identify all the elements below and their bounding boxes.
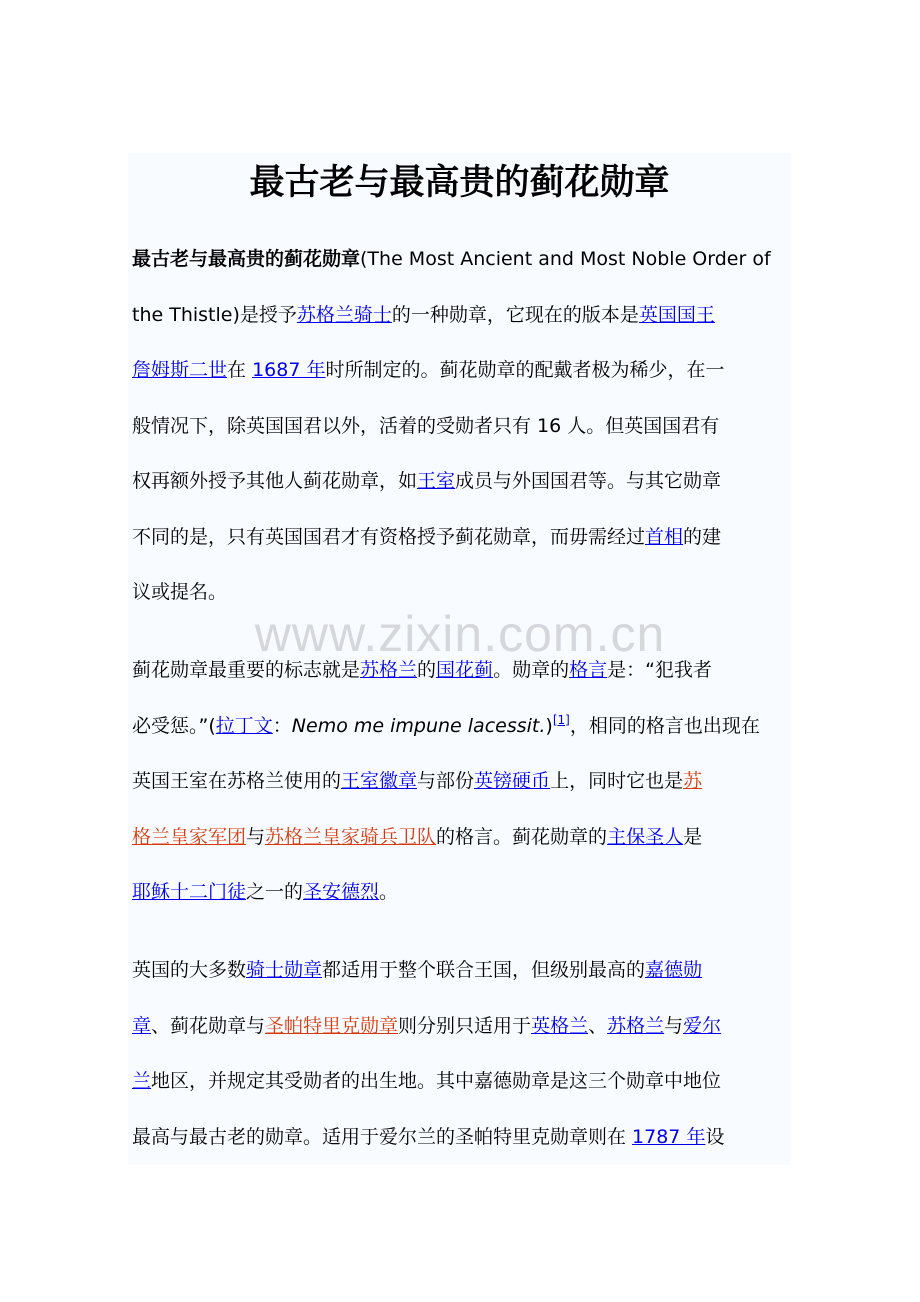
link-latin[interactable]: 拉丁文 — [215, 714, 273, 737]
link-royal-scots-dragoon-guards[interactable]: 苏格兰皇家骑兵卫队 — [265, 825, 437, 848]
link-knight-orders[interactable]: 骑士勋章 — [246, 959, 323, 981]
link-english-king[interactable]: 英国国王 — [638, 303, 715, 326]
text-line — [132, 643, 796, 699]
text: 与 — [246, 825, 266, 848]
text-line — [132, 510, 796, 566]
link-order-of-garter[interactable]: 嘉德勋 — [645, 959, 703, 981]
text: ： — [272, 714, 292, 737]
page-title: 最古老与最高贵的蓟花勋章 — [249, 163, 670, 203]
text: 是 — [683, 825, 703, 848]
text-line — [132, 454, 796, 510]
text: 与部份 — [417, 770, 475, 792]
link-pound-coins[interactable]: 英镑硬币 — [474, 770, 551, 792]
text: 的 — [417, 659, 437, 681]
text: 最高与最古老的勋章。适用于爱尔兰的圣帕特里克勋章则在 — [132, 1125, 633, 1148]
footnote-link[interactable]: [1] — [552, 712, 570, 727]
text-line — [132, 943, 796, 999]
link-royal-family[interactable]: 王室 — [417, 470, 456, 492]
paragraph-orders — [132, 943, 796, 1165]
text: (The Most Ancient and Most Noble Order of — [360, 248, 771, 270]
latin-motto: Nemo me impune lacessit. — [291, 714, 546, 737]
text: 的格言。蓟花勋章的 — [436, 825, 608, 848]
text-line: 般情况下，除英国国君以外，活着的受勋者只有 16 人。但英国国君有 — [132, 414, 720, 437]
link-ireland[interactable]: 兰 — [132, 1070, 152, 1092]
text: ) — [545, 714, 553, 737]
text: 英国的大多数 — [132, 959, 247, 981]
text: 与 — [664, 1014, 684, 1037]
text: 成员与外国国君等。与其它勋章 — [455, 470, 722, 492]
text-line — [132, 699, 796, 755]
text: 都适用于整个联合王国，但级别最高的 — [322, 959, 646, 981]
link-order-of-st-patrick[interactable]: 圣帕特里克勋章 — [265, 1014, 399, 1037]
paragraph-symbol — [132, 643, 796, 921]
link-twelve-apostles[interactable]: 耶稣十二门徒 — [132, 881, 247, 903]
text-line — [132, 343, 796, 399]
link-saint-andrew[interactable]: 圣安德烈 — [303, 881, 380, 903]
link-scotland[interactable]: 苏格兰 — [360, 659, 418, 681]
paragraph-intro — [132, 232, 796, 621]
text: 的建 — [683, 525, 722, 548]
text: 、 — [588, 1014, 608, 1037]
text: 权再额外授予其他人蓟花勋章，如 — [132, 470, 418, 492]
link-national-flower-thistle[interactable]: 国花蓟 — [436, 659, 494, 681]
text: 是：“犯我者 — [607, 659, 712, 681]
text-line — [132, 232, 796, 288]
link-scotland-2[interactable]: 苏格兰 — [607, 1014, 665, 1037]
text: 不同的是，只有英国国君才有资格授予蓟花勋章，而毋需经过 — [132, 525, 646, 548]
link-ireland[interactable]: 爱尔 — [683, 1014, 722, 1037]
link-prime-minister[interactable]: 首相 — [645, 525, 684, 548]
text: 必受惩。”( — [132, 714, 216, 737]
text: ，相同的格言也出现在 — [569, 714, 760, 737]
text-line — [132, 810, 796, 866]
link-motto[interactable]: 格言 — [569, 659, 608, 681]
link-james-ii[interactable]: 詹姆斯二世 — [132, 359, 228, 381]
text: 则分别只适用于 — [398, 1014, 532, 1037]
bold-term: 最古老与最高贵的蓟花勋章 — [132, 248, 361, 270]
link-royal-scots-regiment[interactable]: 格兰皇家军团 — [132, 825, 247, 848]
text-line — [132, 1110, 796, 1166]
text-line — [132, 865, 796, 921]
text-line — [132, 754, 796, 810]
text: 英国王室在苏格兰使用的 — [132, 770, 342, 792]
link-1787[interactable]: 1787 年 — [632, 1125, 706, 1148]
text-line — [132, 1054, 796, 1110]
text: 。 — [379, 881, 399, 903]
text: the Thistle)是授予 — [132, 303, 297, 326]
text: 。勋章的 — [493, 659, 570, 681]
text: 时所制定的。蓟花勋章的配戴者极为稀少，在一 — [325, 359, 725, 381]
text: 、蓟花勋章与 — [151, 1014, 266, 1037]
link-order-of-garter[interactable]: 章 — [132, 1014, 152, 1037]
text: 上，同时它也是 — [550, 770, 684, 792]
link-1687[interactable]: 1687 年 — [252, 359, 326, 381]
link-scottish-knights[interactable]: 苏格兰骑士 — [296, 303, 392, 326]
link-royal-coat-of-arms[interactable]: 王室徽章 — [341, 770, 418, 792]
text: 蓟花勋章最重要的标志就是 — [132, 659, 361, 681]
text-line — [132, 288, 796, 344]
text-line — [132, 999, 796, 1055]
text: 设 — [705, 1125, 725, 1148]
link-england[interactable]: 英格兰 — [531, 1014, 589, 1037]
link-patron-saint[interactable]: 主保圣人 — [607, 825, 684, 848]
text: 地区，并规定其受勋者的出生地。其中嘉德勋章是这三个勋章中地位 — [151, 1070, 722, 1092]
link-royal-scots-regiment[interactable]: 苏 — [683, 770, 703, 792]
text: 的一种勋章，它现在的版本是 — [391, 303, 639, 326]
text: 在 — [227, 359, 253, 381]
watermark: www.zixin.com.cn — [254, 606, 666, 662]
text: 之一的 — [246, 881, 304, 903]
text-line: 议或提名。 — [132, 581, 228, 603]
